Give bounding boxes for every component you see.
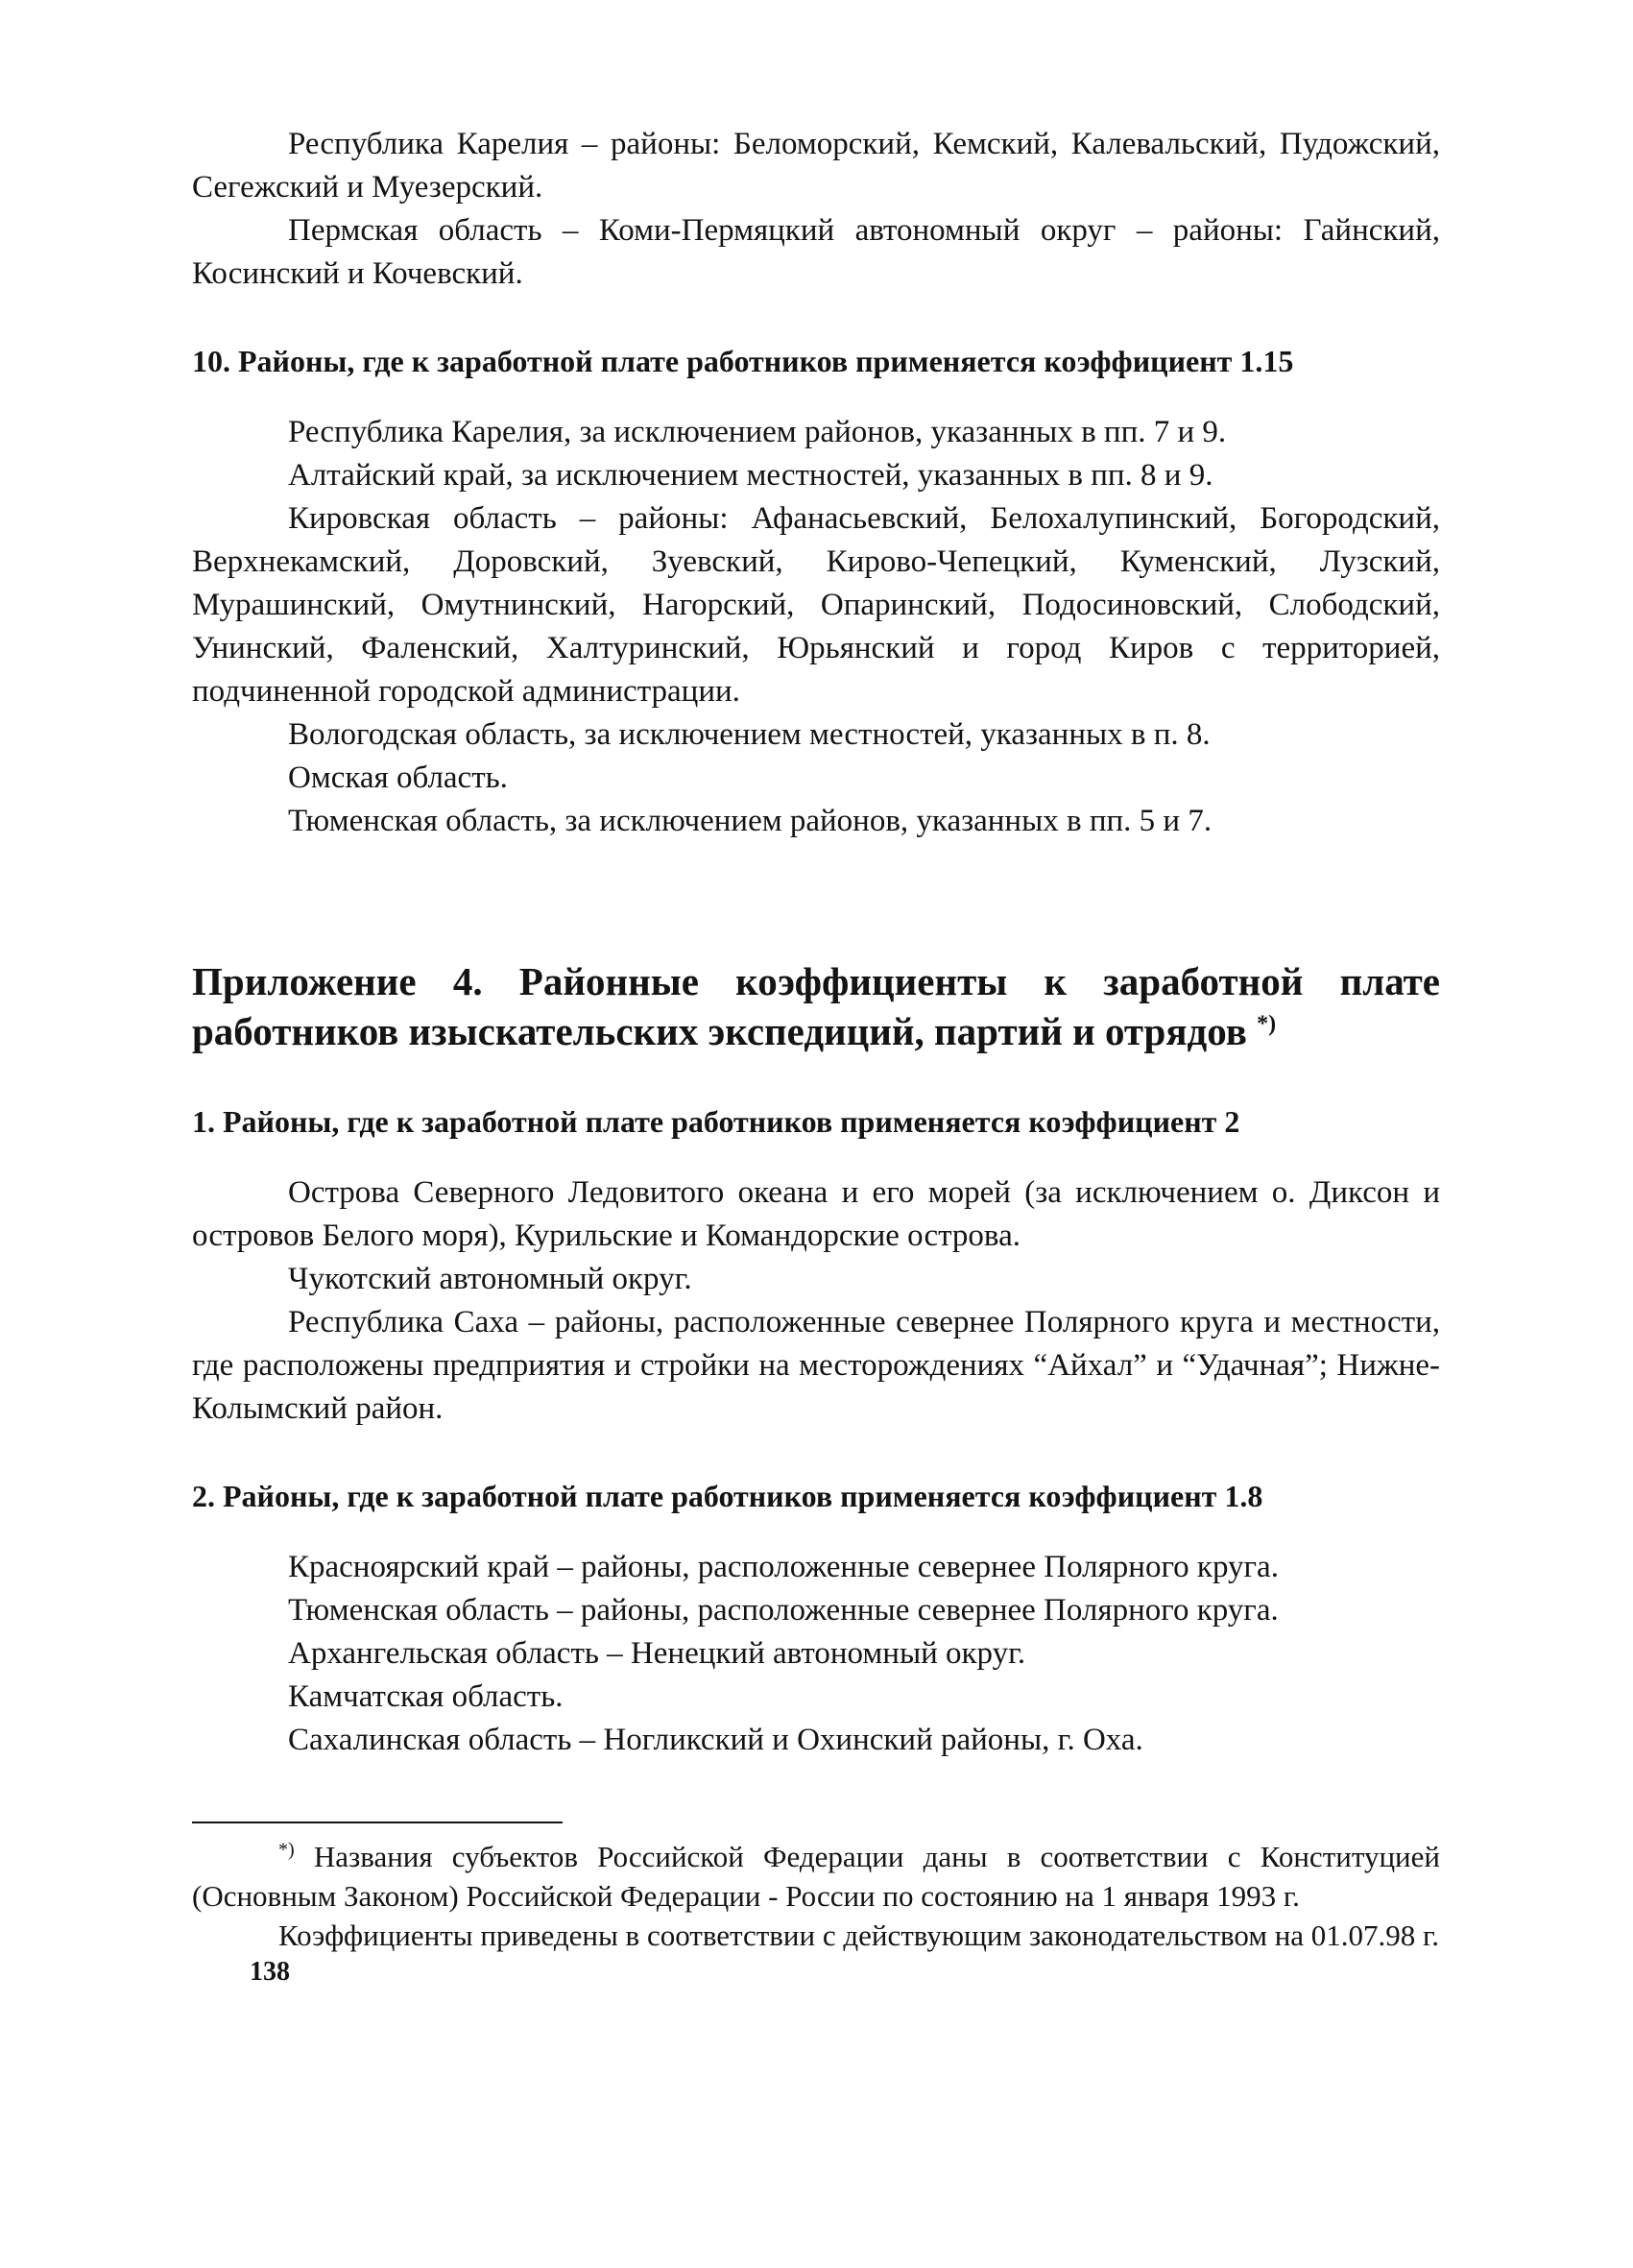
section-2-item: Красноярский край – районы, расположенные севернее Полярного круга. <box>288 1550 1279 1584</box>
appendix-heading-text: Приложение 4. Районные коэффициенты к заработной плате работников изыскательских экспедиций, партий и отрядов <box>192 959 1440 1053</box>
paragraph-karelia-districts: Республика Карелия – районы: Беломорский, Кемский, Калевальский, Пудожский, Сегежский и Муезерский. <box>192 127 1440 205</box>
page-number: 138 <box>250 1957 290 1987</box>
section-10-heading: 10. Районы, где к заработной плате работников применяется коэффициент 1.15 <box>192 344 1294 378</box>
footnote-1-text: Названия субъектов Российской Федерации даны в соответствии с Конституцией (Основным Законом) Российской Федерации - России по состоянию на 1 января 1993 г. <box>192 1840 1441 1913</box>
footnote-2: Коэффициенты приведены в соответствии с действующим законодательством на 01.07.98 г. <box>278 1918 1440 1952</box>
document-page <box>192 123 1440 2235</box>
section-1-item: Республика Саха – районы, расположенные севернее Полярного круга и местности, где расположены предприятия и стройки на месторождениях “Айхал” и “Удачная”; Нижне-Колымский район. <box>192 1305 1440 1426</box>
appendix-4-heading <box>192 956 1440 1056</box>
section-2-item: Архангельская область – Ненецкий автономный округ. <box>288 1636 1026 1671</box>
section-2-item: Камчатская область. <box>288 1679 564 1714</box>
section-10-item: Кировская область – районы: Афанасьевский, Белохалупинский, Богородский, Верхнекамский, Доровский, Зуевский, Кирово-Чепецкий, Куменский, Лузский, Мурашинский, Омутнинский, Нагорский, Опаринский, Подосиновский, Слободский, Унинский, Фаленский, Халтуринский, Юрьянский и город Киров с территорией, подчиненной городской администрации. <box>192 501 1440 709</box>
paragraph-perm-region: Пермская область – Коми-Пермяцкий автономный округ – районы: Гайнский, Косинский и Кочевский. <box>192 213 1440 291</box>
section-10-item: Вологодская область, за исключением местностей, указанных в п. 8. <box>288 717 1211 752</box>
section-10-item: Республика Карелия, за исключением районов, указанных в пп. 7 и 9. <box>288 415 1227 449</box>
section-1-item: Чукотский автономный округ. <box>288 1262 692 1296</box>
section-1-heading: 1. Районы, где к заработной плате работников применяется коэффициент 2 <box>192 1104 1240 1139</box>
footnote-mark: *) <box>278 1839 295 1861</box>
section-2-item: Сахалинская область – Ногликский и Охинский районы, г. Оха. <box>288 1723 1143 1757</box>
section-10-item: Тюменская область, за исключением районов, указанных в пп. 5 и 7. <box>288 804 1213 838</box>
footnote-1 <box>192 1837 1440 1916</box>
section-2-heading: 2. Районы, где к заработной плате работников применяется коэффициент 1.8 <box>192 1479 1263 1513</box>
section-2-item: Тюменская область – районы, расположенные севернее Полярного круга. <box>288 1593 1279 1628</box>
section-1-item: Острова Северного Ледовитого океана и его морей (за исключением о. Диксон и островов Белого моря), Курильские и Командорские острова. <box>192 1175 1440 1253</box>
section-10-item: Алтайский край, за исключением местностей, указанных в пп. 8 и 9. <box>288 458 1213 493</box>
section-10-item: Омская область. <box>288 760 508 795</box>
appendix-footnote-mark: *) <box>1257 1011 1277 1037</box>
